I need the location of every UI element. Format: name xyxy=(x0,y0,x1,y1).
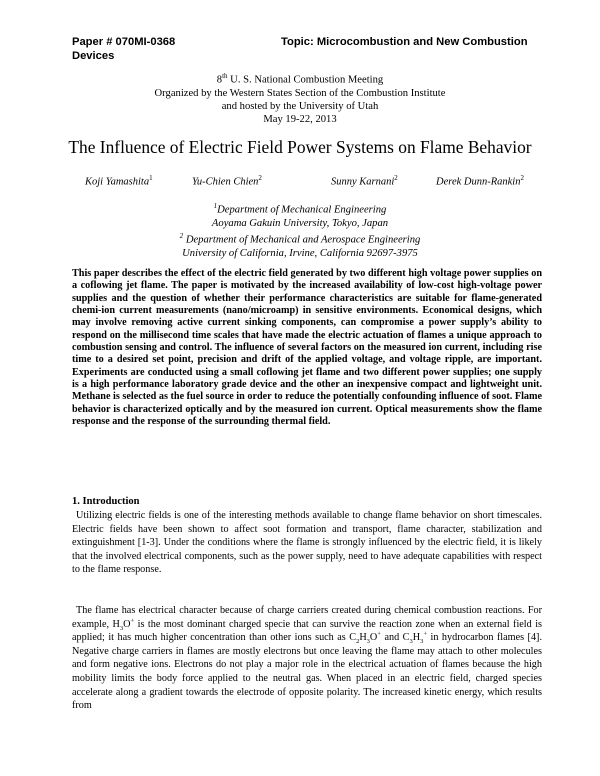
affiliation-text: Department of Mechanical Engineering xyxy=(217,204,387,216)
chem-symbol: H xyxy=(412,632,421,644)
author-name: Yu-Chien Chien xyxy=(192,176,259,188)
paragraph-text: The flame has electrical character because of charge carriers created during chemical combustion reactions. For example, H xyxy=(72,605,542,630)
superscript: + xyxy=(377,630,381,638)
meeting-host: and hosted by the University of Utah xyxy=(221,100,379,112)
meeting-ordinal: 8 xyxy=(216,74,223,86)
paragraph-text: in hydrocarbon flames [4]. Negative charge carriers in flames are mostly electrons but once leaving the flame may attach to other molecules and form negative ions. Electrons do not play a major role in the electrical actuation of flames because the high mobility limits the body force applied to the neutral gas. When placed in an electric field, charged species accelerate along a gradient towards the electrode of opposite polarity. The increased kinetic energy, which results from xyxy=(72,632,542,712)
paper-number: Paper # 070MI-0368 xyxy=(72,36,176,48)
author-affiliation-mark: 2 xyxy=(520,174,524,182)
paper-title: The Influence of Electric Field Power Systems on Flame Behavior xyxy=(68,137,532,157)
abstract: This paper describes the effect of the electric field generated by two different high voltage power supplies on a coflowing jet flame. The paper is motivated by the increased availability of low-cost high-voltage power supplies and the question of whether their performance characteristics are suitable for flame-generated chemi-ion current measurements (nano/microamp) in sensitive environments. Economical designs, which may involve removing active current sinking components, can compromise a power supply’s ability to respond on the millisecond time scales that have made the electric actuation of flames a unique approach to combustion sensing and control. The influence of several factors on the measured ion current, including rise time to a desired set point, precision and drift of the applied voltage, and voltage ripple, are important. Experiments are conducted using a small coflowing jet flame and two different power supplies; one supply is a high performance laboratory grade device and the other an inexpensive compact and lightweight unit. Methane is selected as the fuel source in order to reduce the potentially confounding influence of soot. Flame behavior is characterized optically and by the measured ion current. Optical measurements show the flame response and the response of the surrounding thermal field. xyxy=(72,268,542,428)
intro-paragraph-2 xyxy=(72,604,542,713)
author-name: Derek Dunn-Rankin xyxy=(436,176,521,188)
author-affiliation-mark: 2 xyxy=(258,174,262,182)
affiliations xyxy=(0,200,600,260)
affiliation-mark: 2 xyxy=(179,231,184,240)
superscript: + xyxy=(130,617,135,625)
paragraph-text: is the most dominant charged specie that can survive the reaction zone when an external field is applied; it has much higher concentration than other ions such as C xyxy=(72,618,542,644)
chem-symbol: O xyxy=(369,632,378,644)
chem-symbol: O xyxy=(123,618,131,630)
affiliation-2-univ: University of California, Irvine, California 92697-3975 xyxy=(182,247,418,259)
author-3 xyxy=(331,174,398,188)
affiliation-2-dept xyxy=(0,230,600,247)
affiliation-1-univ: Aoyama Gakuin University, Tokyo, Japan xyxy=(211,217,389,229)
meeting-ordinal-suffix: th xyxy=(222,72,228,80)
meeting-name: U. S. National Combustion Meeting xyxy=(227,74,384,86)
author-affiliation-mark: 2 xyxy=(394,174,398,182)
author-affiliation-mark: 1 xyxy=(149,174,153,182)
author-name: Koji Yamashita xyxy=(85,176,150,188)
topic-label-continued: Devices xyxy=(72,50,115,62)
paragraph-text: Utilizing electric fields is one of the interesting methods available to change flame behavior on short timescales. Electric fields have been shown to affect soot formation and transport, flame character, stabilization and extinguishment [1-3]. Under the conditions where the flame is strongly influenced by the electric field, it is likely that the involved electrical components, such as the power supply, need to have adequate capabilities with respect to the flame response. xyxy=(72,510,542,576)
author-4 xyxy=(436,174,524,188)
author-2 xyxy=(192,174,262,188)
superscript: + xyxy=(423,630,427,638)
subscript: 3 xyxy=(119,624,124,632)
affiliation-text: Department of Mechanical and Aerospace Engineering xyxy=(183,234,421,246)
subscript: 2 xyxy=(356,638,360,646)
affiliation-1-dept xyxy=(0,200,600,217)
intro-paragraph-1 xyxy=(72,509,542,577)
subscript: 3 xyxy=(420,638,424,646)
meeting-dates: May 19-22, 2013 xyxy=(263,113,337,125)
section-heading-introduction: 1. Introduction xyxy=(72,496,140,507)
author-name: Sunny Karnani xyxy=(331,176,395,188)
subscript: 3 xyxy=(366,638,370,646)
chem-symbol: H xyxy=(359,632,367,644)
subscript: 3 xyxy=(409,638,413,646)
meeting-line-1 xyxy=(0,70,600,87)
affiliation-mark: 1 xyxy=(213,202,218,210)
paragraph-text: and C xyxy=(380,632,410,644)
meeting-info xyxy=(0,70,600,126)
meeting-organizer: Organized by the Western States Section of the Combustion Institute xyxy=(154,87,446,99)
author-1 xyxy=(85,174,153,188)
topic-label: Topic: Microcombustion and New Combustion xyxy=(281,36,528,48)
